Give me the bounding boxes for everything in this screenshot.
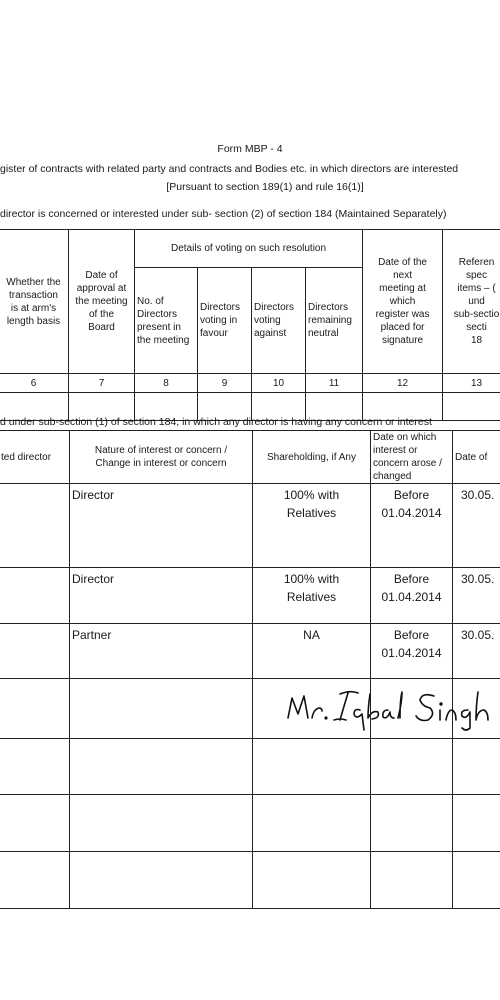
header-arms-length: Whether the transaction is at arm's length basis [0,230,69,374]
column-number: 8 [135,374,198,393]
header-date-of: Date of [453,431,500,484]
date-of-cell: 30.05. [453,624,500,679]
header-no-directors: No. of Directors present in the meeting [135,268,198,374]
nature-cell: Director [70,484,253,568]
nature-cell: Director [70,568,253,624]
header-reference: Referen spec items – ( und sub-sectio secti 18 [443,230,500,374]
date-arose-cell: Before 01.04.2014 [371,568,453,624]
shareholding-cell: 100% with Relatives [253,484,371,568]
table-row [0,624,500,679]
part-a-table [0,229,500,421]
column-number: 9 [198,374,252,393]
date-arose-cell: Before 01.04.2014 [371,484,453,568]
nature-cell: Partner [70,624,253,679]
header-related-director: ted director [0,431,70,484]
header-date-arose: Date on which interest or concern arose / changed [371,431,453,484]
column-number: 13 [443,374,500,393]
header-voting-against: Directors voting against [252,268,306,374]
part-b-heading: d under sub-section (1) of section 184, in which any director is having any concern or interest [0,416,432,428]
part-b-table [0,430,500,909]
table-row [0,795,500,852]
shareholding-cell: 100% with Relatives [253,568,371,624]
header-next-meeting: Date of the next meeting at which register was placed for signature [363,230,443,374]
date-arose-cell: Before 01.04.2014 [371,624,453,679]
column-number: 12 [363,374,443,393]
shareholding-cell: NA [253,624,371,679]
date-of-cell: 30.05. [453,568,500,624]
table-row [0,568,500,624]
header-remaining-neutral: Directors remaining neutral [306,268,363,374]
form-subtitle: gister of contracts with related party and contracts and Bodies etc. in which directors are interested [0,163,459,175]
form-pursuant: [Pursuant to section 189(1) and rule 16(1)] [166,181,364,193]
column-number: 7 [69,374,135,393]
date-of-cell: 30.05. [453,484,500,568]
form-title: Form MBP - 4 [217,143,283,155]
table-row [0,484,500,568]
header-nature-interest: Nature of interest or concern / Change in interest or concern [70,431,253,484]
column-number: 10 [252,374,306,393]
table-row [0,739,500,795]
header-voting-details: Details of voting on such resolution [135,230,363,268]
column-number: 6 [0,374,69,393]
table-row [0,852,500,909]
header-voting-favour: Directors voting in favour [198,268,252,374]
column-number: 11 [306,374,363,393]
header-date-approval: Date of approval at the meeting of the Board [69,230,135,374]
header-shareholding: Shareholding, if Any [253,431,371,484]
handwritten-signature [284,684,500,734]
part-a-heading: director is concerned or interested under sub- section (2) of section 184 (Maintained Separately) [0,208,447,220]
